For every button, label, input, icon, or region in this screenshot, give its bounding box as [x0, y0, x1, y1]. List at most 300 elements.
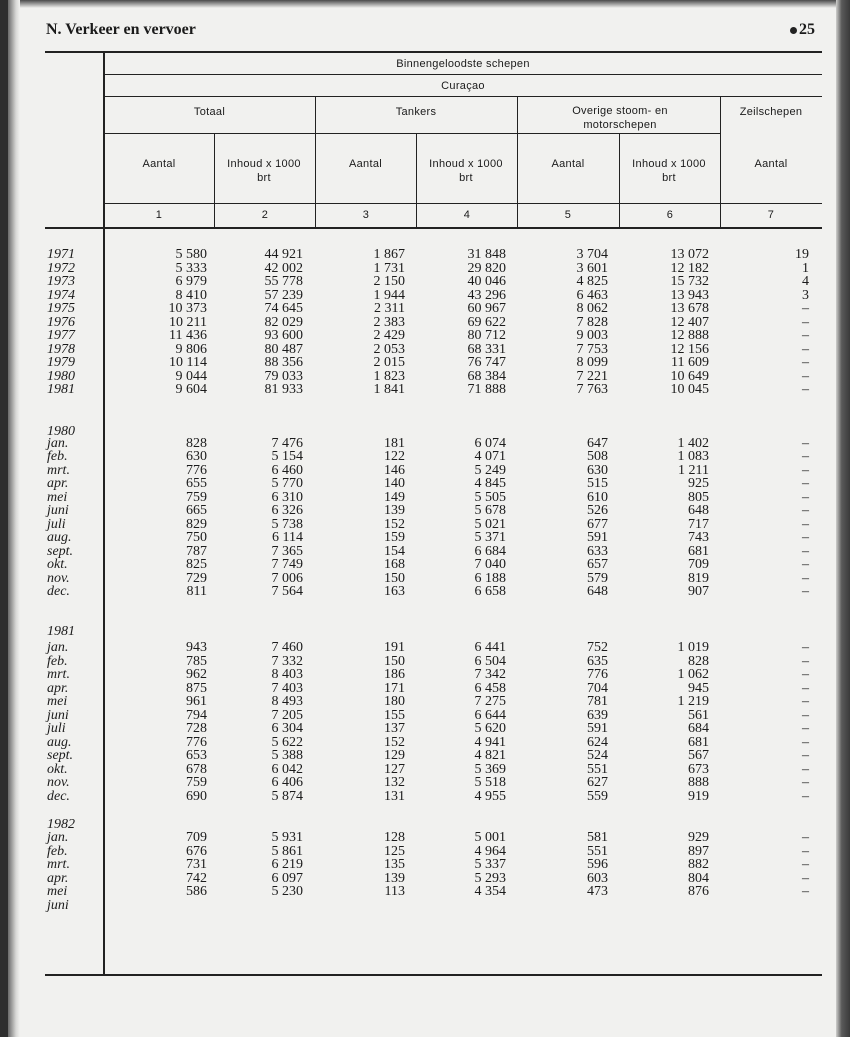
- table-cell: 1 841: [373, 382, 405, 397]
- table-cell: 561: [688, 707, 709, 723]
- table-cell: 9 003: [576, 328, 608, 343]
- bullet-icon: [790, 27, 797, 34]
- table-cell: 1 219: [677, 694, 709, 709]
- table-cell: 635: [587, 653, 608, 669]
- table-cell: 5 333: [175, 260, 207, 276]
- table-cell: 4: [802, 274, 809, 289]
- row-label: apr.: [47, 476, 69, 491]
- table-cell: 60 967: [467, 301, 506, 316]
- table-cell: 7 403: [271, 680, 303, 696]
- table-cell: –: [802, 503, 809, 518]
- table-cell: 7 006: [271, 570, 303, 586]
- table-cell: 4 955: [474, 788, 506, 804]
- table-cell: 135: [384, 857, 405, 872]
- table-cell: 759: [186, 489, 207, 505]
- table-cell: 681: [688, 543, 709, 559]
- table-cell: 610: [587, 489, 608, 505]
- table-cell: 752: [587, 640, 608, 655]
- table-cell: 159: [384, 530, 405, 545]
- table-cell: 6 458: [474, 680, 506, 696]
- row-label: sept.: [47, 748, 74, 763]
- table-cell: 678: [186, 761, 207, 777]
- table-cell: 5 931: [271, 830, 303, 845]
- table-cell: 805: [688, 489, 709, 505]
- rule: [416, 133, 417, 228]
- table-cell: 122: [384, 449, 405, 464]
- table-cell: 6 326: [271, 503, 303, 518]
- group-tankers: Tankers: [395, 106, 437, 118]
- table-cell: 876: [688, 884, 709, 899]
- table-cell: 731: [186, 857, 207, 872]
- table-cell: 776: [587, 667, 608, 682]
- table-cell: 180: [384, 694, 405, 709]
- table-cell: –: [802, 435, 809, 451]
- table-cell: 6 504: [474, 653, 506, 669]
- table-cell: 71 888: [467, 382, 506, 397]
- table-cell: 5 021: [474, 516, 506, 532]
- section-title: N. Verkeer en vervoer: [46, 21, 196, 38]
- table-cell: –: [802, 843, 809, 859]
- table-cell: –: [802, 557, 809, 572]
- table-cell: 5 369: [474, 761, 506, 777]
- table-cell: 655: [186, 476, 207, 491]
- row-label: dec.: [47, 788, 70, 804]
- table-cell: 624: [587, 734, 608, 750]
- table-cell: 9 806: [175, 341, 207, 357]
- table-cell: 6 219: [271, 857, 303, 872]
- row-label: mrt.: [47, 462, 70, 478]
- table-cell: 776: [186, 462, 207, 478]
- scan-top-edge: [0, 0, 850, 8]
- scan-right-edge: [836, 0, 850, 1037]
- sub-aantal: Aantal: [754, 158, 788, 170]
- row-label: feb.: [47, 843, 68, 859]
- table-cell: 2 053: [373, 341, 405, 357]
- table-cell: 794: [186, 707, 207, 723]
- rule: [104, 133, 720, 134]
- row-label: mei: [47, 884, 68, 899]
- table-cell: 742: [186, 870, 207, 886]
- table-cell: 515: [587, 476, 608, 491]
- row-label: 1971: [47, 247, 75, 262]
- table-cell: 163: [384, 584, 405, 599]
- table-cell: 7 221: [576, 368, 608, 384]
- column-number: 7: [767, 209, 775, 221]
- table-cell: 12 407: [670, 314, 709, 330]
- table-cell: 29 820: [467, 260, 506, 276]
- table-cell: 8 493: [271, 694, 303, 709]
- table-cell: –: [802, 382, 809, 397]
- table-cell: 137: [384, 721, 405, 736]
- table-cell: 5 874: [271, 788, 303, 804]
- table-cell: 8 099: [576, 355, 608, 370]
- row-label: mrt.: [47, 667, 70, 682]
- table-cell: 728: [186, 721, 207, 736]
- table-cell: 5 154: [271, 449, 303, 464]
- table-cell: 633: [587, 543, 608, 559]
- table-cell: 4 354: [474, 884, 506, 899]
- table-cell: 6 658: [474, 584, 506, 599]
- row-label: sept.: [47, 543, 74, 559]
- table-cell: 759: [186, 775, 207, 790]
- table-cell: –: [802, 680, 809, 696]
- table-cell: 581: [587, 830, 608, 845]
- table-cell: 709: [186, 830, 207, 845]
- table-cell: 6 460: [271, 462, 303, 478]
- table-cell: 473: [587, 884, 608, 899]
- row-label: 1981: [47, 382, 75, 397]
- table-cell: 140: [384, 476, 405, 491]
- stub-rule: [103, 52, 105, 975]
- table-cell: 5 230: [271, 884, 303, 899]
- table-cell: 5 620: [474, 721, 506, 736]
- table-cell: –: [802, 694, 809, 709]
- table-cell: –: [802, 476, 809, 491]
- rule: [619, 133, 620, 228]
- table-cell: –: [802, 314, 809, 330]
- table-cell: 4 845: [474, 476, 506, 491]
- table-cell: 152: [384, 516, 405, 532]
- table-cell: 76 747: [467, 355, 506, 370]
- table-cell: 11 609: [671, 355, 709, 370]
- table-cell: 79 033: [264, 368, 303, 384]
- row-label: 1978: [47, 341, 75, 357]
- table-cell: 6 114: [272, 530, 303, 545]
- table-cell: –: [802, 775, 809, 790]
- column-number: 2: [261, 209, 269, 221]
- table-cell: 648: [688, 503, 709, 518]
- table-cell: 149: [384, 489, 405, 505]
- table-cell: 10 045: [670, 382, 709, 397]
- table-cell: 961: [186, 694, 207, 709]
- table-cell: 44 921: [264, 247, 303, 262]
- table-cell: 6 310: [271, 489, 303, 505]
- table-cell: 6 644: [474, 707, 506, 723]
- table-cell: 630: [186, 449, 207, 464]
- table-cell: 811: [186, 584, 207, 599]
- table-cell: 829: [186, 516, 207, 532]
- table-cell: –: [802, 734, 809, 750]
- table-cell: 7 763: [576, 382, 608, 397]
- table-cell: –: [802, 721, 809, 736]
- table-cell: 6 304: [271, 721, 303, 736]
- table-cell: 3 704: [576, 247, 608, 262]
- table-cell: 567: [688, 748, 709, 763]
- sub-inhoud: Inhoud x 1000 brt: [632, 158, 706, 184]
- table-cell: 4 941: [474, 734, 506, 750]
- table-cell: 704: [587, 680, 608, 696]
- table-cell: –: [802, 884, 809, 899]
- table-cell: 5 337: [474, 857, 506, 872]
- table-cell: 804: [688, 870, 709, 886]
- table-cell: 150: [384, 653, 405, 669]
- table-cell: 1 211: [678, 462, 709, 478]
- table-cell: –: [802, 653, 809, 669]
- table-cell: 819: [688, 570, 709, 586]
- table-cell: 5 580: [175, 247, 207, 262]
- row-label: apr.: [47, 680, 69, 696]
- row-label: okt.: [47, 557, 68, 572]
- table-cell: 57 239: [264, 287, 303, 303]
- table-cell: 6 406: [271, 775, 303, 790]
- row-label: 1973: [47, 274, 75, 289]
- row-label: 1975: [47, 301, 75, 316]
- table-cell: 40 046: [467, 274, 506, 289]
- table-cell: –: [802, 570, 809, 586]
- table-cell: 13 072: [670, 247, 709, 262]
- table-cell: 907: [688, 584, 709, 599]
- table-cell: 6 188: [474, 570, 506, 586]
- table-cell: 129: [384, 748, 405, 763]
- table-cell: 186: [384, 667, 405, 682]
- column-number: 4: [463, 209, 471, 221]
- row-label: juni: [47, 503, 69, 518]
- table-cell: –: [802, 301, 809, 316]
- table-cell: 776: [186, 734, 207, 750]
- table-cell: –: [802, 341, 809, 357]
- table-cell: 919: [688, 788, 709, 804]
- table-cell: 12 182: [670, 260, 709, 276]
- table-cell: 7 365: [271, 543, 303, 559]
- table-cell: 677: [587, 516, 608, 532]
- table-cell: 962: [186, 667, 207, 682]
- table-cell: –: [802, 788, 809, 804]
- row-label: dec.: [47, 584, 70, 599]
- table-cell: –: [802, 543, 809, 559]
- table-cell: 68 331: [467, 341, 506, 357]
- table-cell: 627: [587, 775, 608, 790]
- table-cell: 9 044: [175, 368, 207, 384]
- table-cell: 1 402: [677, 435, 709, 451]
- row-label: jan.: [47, 830, 69, 845]
- row-label: feb.: [47, 449, 68, 464]
- table-cell: 648: [587, 584, 608, 599]
- table-cell: 113: [384, 884, 405, 899]
- table-cell: 10 373: [168, 301, 207, 316]
- row-label: jan.: [47, 435, 69, 451]
- group-zeilschepen: Zeilschepen: [739, 106, 803, 118]
- table-cell: 7 040: [474, 557, 506, 572]
- table-cell: 5 388: [271, 748, 303, 763]
- table-cell: 5 249: [474, 462, 506, 478]
- row-label: mei: [47, 694, 68, 709]
- table-cell: 125: [384, 843, 405, 859]
- table-cell: 5 001: [474, 830, 506, 845]
- table-cell: 526: [587, 503, 608, 518]
- table-cell: 5 770: [271, 476, 303, 491]
- rule: [104, 74, 822, 75]
- table-cell: 1 019: [677, 640, 709, 655]
- header-bottom-rule: [45, 227, 822, 229]
- table-cell: 591: [587, 530, 608, 545]
- row-label: apr.: [47, 870, 69, 886]
- table-cell: 681: [688, 734, 709, 750]
- table-cell: 729: [186, 570, 207, 586]
- table-cell: 13 678: [670, 301, 709, 316]
- table-cell: –: [802, 857, 809, 872]
- table-cell: 6 097: [271, 870, 303, 886]
- row-label: aug.: [47, 530, 72, 545]
- table-cell: 3 601: [576, 260, 608, 276]
- row-label: nov.: [47, 775, 70, 790]
- table-cell: 80 487: [264, 341, 303, 357]
- table-cell: 6 979: [175, 274, 207, 289]
- table-cell: 945: [688, 680, 709, 696]
- table-cell: 888: [688, 775, 709, 790]
- table-cell: 171: [384, 680, 405, 696]
- table-cell: 8 403: [271, 667, 303, 682]
- table-cell: 69 622: [467, 314, 506, 330]
- table-cell: 7 332: [271, 653, 303, 669]
- table-cell: 8 410: [175, 287, 207, 303]
- table-cell: 10 114: [169, 355, 207, 370]
- table-cell: 2 429: [373, 328, 405, 343]
- table-cell: 7 460: [271, 640, 303, 655]
- table-cell: 7 205: [271, 707, 303, 723]
- table-cell: 559: [587, 788, 608, 804]
- table-cell: –: [802, 449, 809, 464]
- table-cell: 4 825: [576, 274, 608, 289]
- table-cell: 5 371: [474, 530, 506, 545]
- table-cell: 2 015: [373, 355, 405, 370]
- table-cell: 146: [384, 462, 405, 478]
- sub-inhoud: Inhoud x 1000 brt: [429, 158, 503, 184]
- table-cell: 155: [384, 707, 405, 723]
- row-label: aug.: [47, 734, 72, 750]
- table-cell: 5 678: [474, 503, 506, 518]
- table-cell: –: [802, 748, 809, 763]
- table-cell: 665: [186, 503, 207, 518]
- row-label: 1979: [47, 355, 75, 370]
- table-cell: 6 441: [474, 640, 506, 655]
- table-cell: 127: [384, 761, 405, 777]
- table-cell: 676: [186, 843, 207, 859]
- table-cell: 690: [186, 788, 207, 804]
- table-cell: 128: [384, 830, 405, 845]
- table-cell: 4 964: [474, 843, 506, 859]
- table-cell: 781: [587, 694, 608, 709]
- table-cell: –: [802, 584, 809, 599]
- table-cell: –: [802, 516, 809, 532]
- table-cell: 630: [587, 462, 608, 478]
- sub-inhoud: Inhoud x 1000 brt: [227, 158, 301, 184]
- row-label: juni: [47, 707, 69, 723]
- table-cell: 7 828: [576, 314, 608, 330]
- table-cell: 15 732: [670, 274, 709, 289]
- table-cell: 150: [384, 570, 405, 586]
- row-label: jan.: [47, 640, 69, 655]
- rule: [214, 133, 215, 228]
- table-cell: 7 476: [271, 435, 303, 451]
- table-cell: –: [802, 707, 809, 723]
- table-cell: 1 823: [373, 368, 405, 384]
- table-cell: –: [802, 328, 809, 343]
- table-cell: 882: [688, 857, 709, 872]
- row-label: juli: [47, 721, 66, 736]
- column-number: 1: [155, 209, 163, 221]
- table-cell: 828: [688, 653, 709, 669]
- table-cell: 639: [587, 707, 608, 723]
- table-cell: –: [802, 462, 809, 478]
- table-cell: 81 933: [264, 382, 303, 397]
- table-cell: 7 275: [474, 694, 506, 709]
- table-cell: 586: [186, 884, 207, 899]
- table-cell: 8 062: [576, 301, 608, 316]
- table-cell: 7 564: [271, 584, 303, 599]
- section-label: 1982: [47, 817, 75, 832]
- table-cell: 2 311: [374, 301, 405, 316]
- table-cell: –: [802, 489, 809, 505]
- group-totaal: Totaal: [193, 106, 226, 118]
- table-cell: 9 604: [175, 382, 207, 397]
- table-cell: 2 383: [373, 314, 405, 330]
- table-cell: 7 342: [474, 667, 506, 682]
- row-label: 1976: [47, 314, 75, 330]
- row-label: 1980: [47, 368, 75, 384]
- table-cell: 13 943: [670, 287, 709, 303]
- table-cell: 709: [688, 557, 709, 572]
- table-cell: 785: [186, 653, 207, 669]
- group-overige: Overige stoom- en motorschepen: [572, 105, 668, 131]
- table-cell: 551: [587, 761, 608, 777]
- table-cell: 591: [587, 721, 608, 736]
- table-cell: 551: [587, 843, 608, 859]
- table-cell: 19: [795, 247, 809, 262]
- table-top-rule: [45, 51, 822, 53]
- section-label: 1980: [47, 424, 75, 439]
- table-cell: 5 622: [271, 734, 303, 750]
- section-label: 1981: [47, 624, 75, 639]
- row-label: juli: [47, 516, 66, 532]
- table-cell: 10 211: [169, 314, 207, 330]
- table-cell: 168: [384, 557, 405, 572]
- column-number: 5: [564, 209, 572, 221]
- table-cell: 74 645: [264, 301, 303, 316]
- table-cell: –: [802, 667, 809, 682]
- table-cell: 1 731: [373, 260, 405, 276]
- table-cell: 139: [384, 503, 405, 518]
- table-cell: 131: [384, 788, 405, 804]
- sub-aantal: Aantal: [142, 158, 176, 170]
- table-cell: –: [802, 640, 809, 655]
- table-cell: 82 029: [264, 314, 303, 330]
- table-cell: 657: [587, 557, 608, 572]
- table-cell: 139: [384, 870, 405, 886]
- table-cell: 181: [384, 435, 405, 451]
- table-cell: 12 888: [670, 328, 709, 343]
- row-label: mrt.: [47, 857, 70, 872]
- table-cell: 1 083: [677, 449, 709, 464]
- table-cell: 12 156: [670, 341, 709, 357]
- table-cell: 4 071: [474, 449, 506, 464]
- page-number-text: 25: [799, 21, 815, 38]
- table-cell: 42 002: [264, 260, 303, 276]
- page-number: [790, 21, 815, 39]
- rule: [104, 96, 822, 97]
- table-cell: 31 848: [467, 247, 506, 262]
- table-cell: 5 505: [474, 489, 506, 505]
- table-cell: 943: [186, 640, 207, 655]
- table-cell: 88 356: [264, 355, 303, 370]
- table-cell: 2 150: [373, 274, 405, 289]
- table-cell: –: [802, 355, 809, 370]
- header-island: Curaçao: [441, 80, 485, 92]
- table-cell: 191: [384, 640, 405, 655]
- table-cell: 828: [186, 435, 207, 451]
- table-cell: 7 753: [576, 341, 608, 357]
- table-cell: 80 712: [467, 328, 506, 343]
- table-cell: 152: [384, 734, 405, 750]
